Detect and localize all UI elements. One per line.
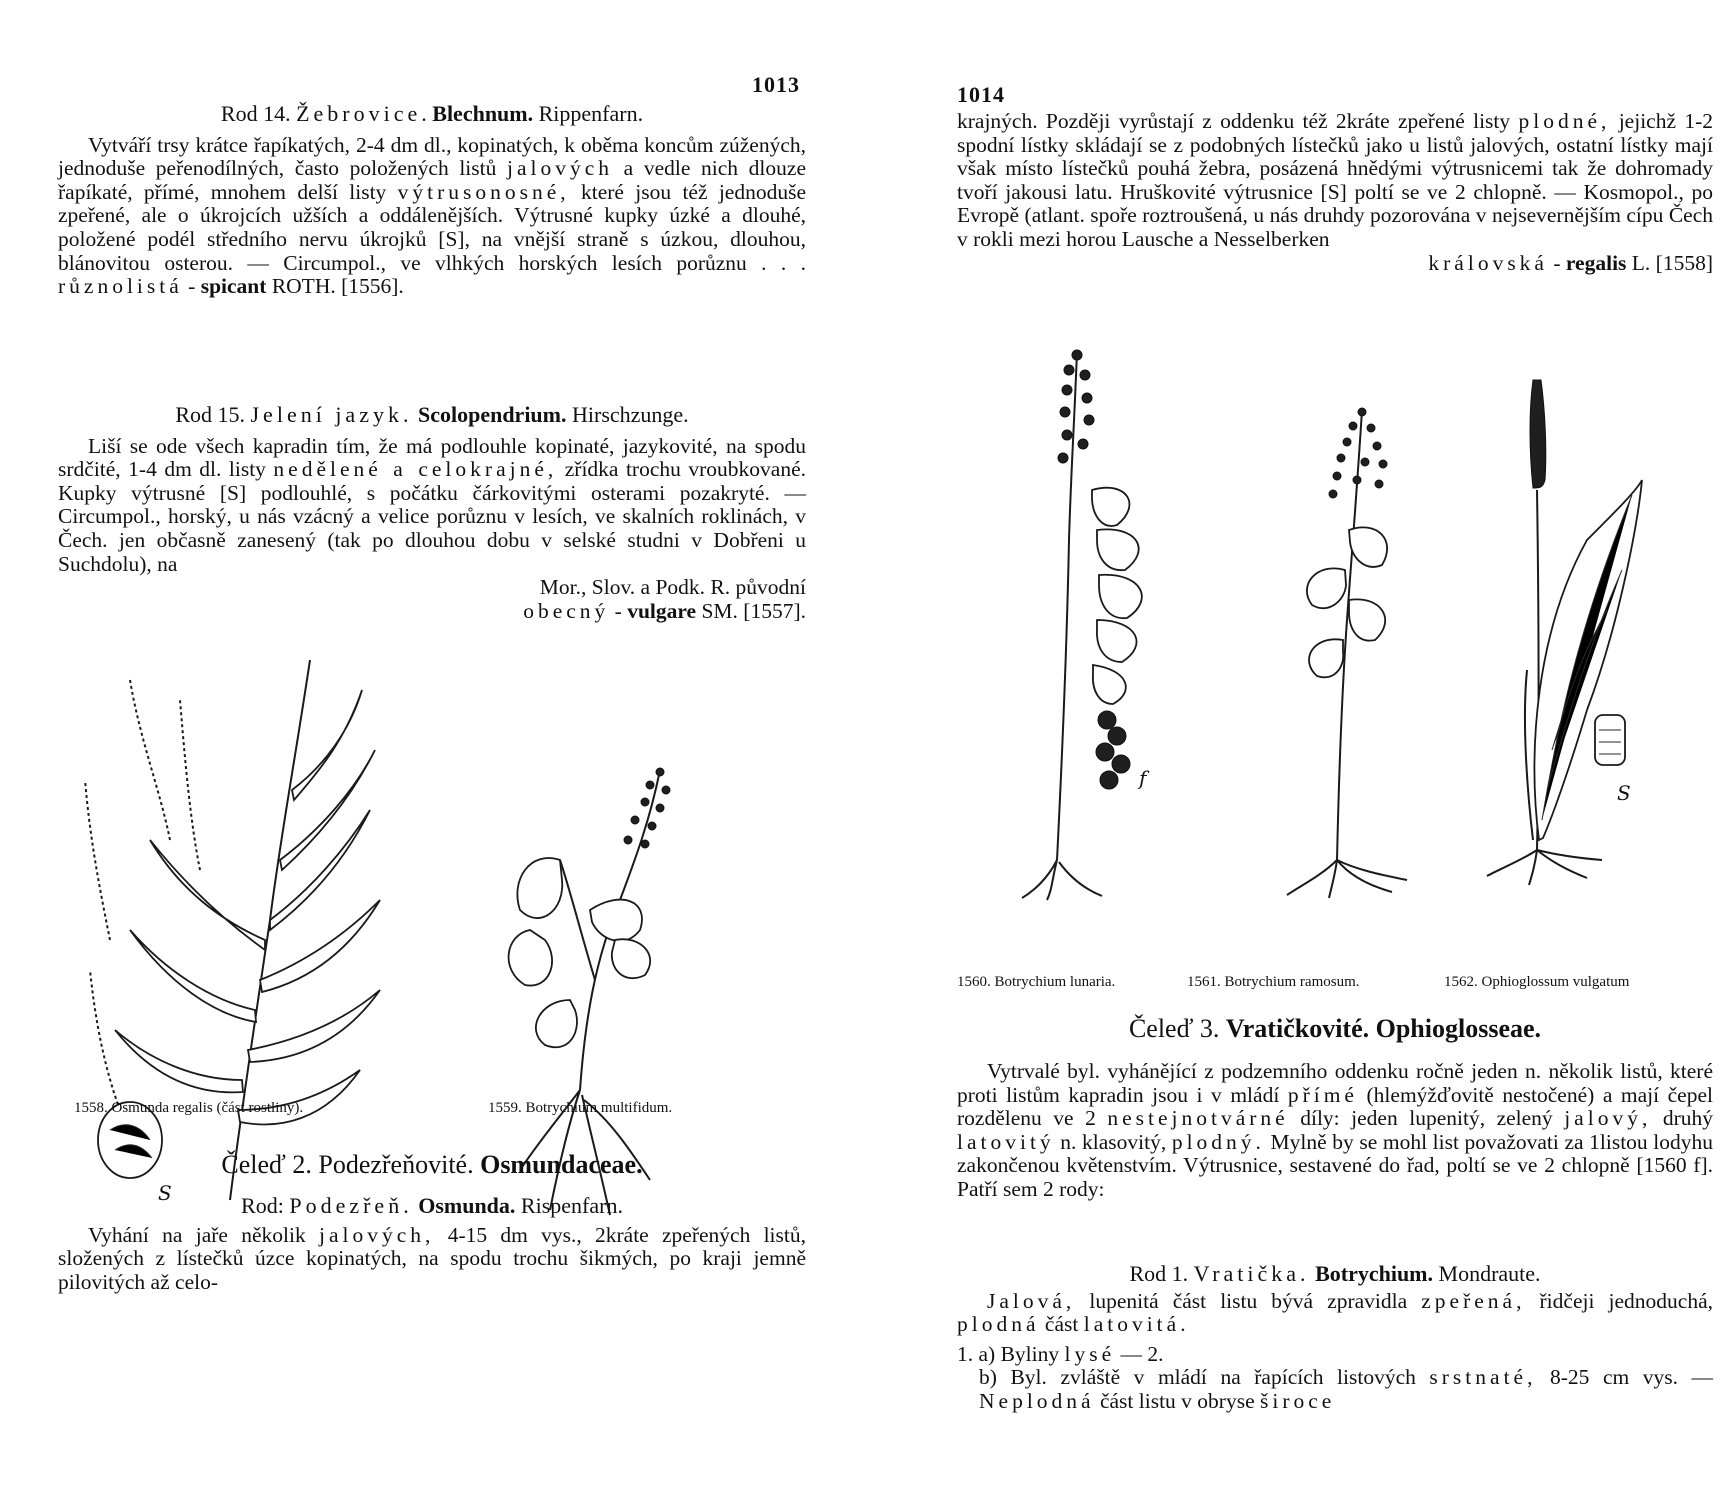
osmunda-species-czech: královská xyxy=(1428,250,1548,275)
celed2-heading xyxy=(58,1150,806,1180)
rod1-section xyxy=(957,1262,1713,1414)
celed3-text-6: Mylně by se mohl list považovati za 1listou lodyhu zakončenou květenstvím. Výtrusnice, sestavené do řad, poltí se ve 2 chlopně [1560 f]. Patří sem 2 rody: xyxy=(957,1129,1713,1201)
rod1-text-2: řidčeji jednoduchá, xyxy=(1525,1288,1713,1313)
key-1a-spaced: lysé xyxy=(1064,1341,1116,1366)
ophioglossum-sporangia-detail xyxy=(1595,715,1625,765)
celed3-czech: Vratičkovité. xyxy=(1225,1014,1370,1043)
label-f-1560: f xyxy=(1139,766,1147,790)
rod15-species: obecný - vulgare SM. [1557]. xyxy=(523,598,806,623)
label-s-1562: S xyxy=(1617,781,1631,805)
celed3-text-2: (hlemýžďovitě nestočené) a mají čepel rozdělenu ve 2 xyxy=(957,1082,1713,1131)
rod1-latin: Botrychium. xyxy=(1315,1261,1434,1286)
rod15-german: Hirschzunge. xyxy=(572,402,689,427)
rod15-origin: Mor., Slov. a Podk. R. původní xyxy=(539,575,806,600)
lunaria-sterile-pinnae xyxy=(1092,488,1142,704)
celed3-spaced-prime: přímé xyxy=(1287,1082,1358,1107)
celed3-spaced-nestejnotvarne: nestejnotvárné xyxy=(1107,1106,1289,1131)
rod15-number: Rod 15. xyxy=(175,402,251,427)
rod15-title xyxy=(58,403,806,427)
botrychium-fertile-cluster xyxy=(624,768,670,848)
celed3-text-3: díly: jeden lupenitý, zelený xyxy=(1288,1106,1565,1131)
key-1a-text: Byliny xyxy=(1000,1341,1065,1366)
rod14-text-3: které jsou též jednoduše zpeřené, ale o úkrojcích užších a oddálenějších. Výtrusné kupky úzké a dlouhé, položené podél středního nervu úkrojků [S], na vnější straně s úzkou, dlouhou, blánovitou osterou. — Circumpol., ve vlhkých horských lesích porůznu . . . xyxy=(58,179,806,275)
osmunda-regalis-illustration xyxy=(70,640,410,1210)
rod1-spaced-zperena: zpeřená, xyxy=(1421,1288,1526,1313)
celed3-spaced-latovity: latovitý xyxy=(957,1129,1055,1154)
caption-1558: 1558. Osmunda regalis (část rostliny). xyxy=(74,1100,304,1116)
cont-text-1: krajných. Později vyrůstají z oddenku též 2kráte zpeřené listy xyxy=(957,109,1519,133)
botrychium-lunaria-illustration xyxy=(1017,340,1207,900)
osmunda-rod-pre: Rod: xyxy=(241,1193,290,1218)
celed3-text xyxy=(957,1060,1713,1202)
rod15-species-latin: vulgare xyxy=(627,598,697,623)
osmunda-rod-latin: Osmunda. xyxy=(418,1193,516,1218)
right-page xyxy=(867,0,1734,1501)
osmunda-species: královská - regalis L. [1558] xyxy=(1428,250,1713,275)
ophioglossum-vulgatum-illustration xyxy=(1467,370,1647,900)
page-number-right: 1014 xyxy=(957,82,1005,107)
rod14-species-czech: různolistá xyxy=(58,274,183,299)
osmunda-spaced-jalovych: jalových, xyxy=(319,1222,435,1247)
rod1-text-1: lupenitá část listu bývá zpravidla xyxy=(1075,1288,1422,1313)
botrychium-sterile-leaves xyxy=(509,858,651,1047)
celed3-number: Čeleď 3. xyxy=(1128,1014,1226,1043)
ramosum-fertile-panicle xyxy=(1329,408,1387,498)
key-1a xyxy=(957,1343,1713,1367)
osmunda-cont-text xyxy=(957,110,1713,252)
celed2-section xyxy=(58,1194,806,1294)
rod15-text-2: zřídka trochu vroubkované. Kupky výtrusné [S] podlouhlé, s počátku čárkovitými osterami pozakryté. — Circumpol., horský, u nás vzácný a velice porůznu v lesích, ve skalních roklinách, v Čech. jen občasně zanesený (tak po dlouhou dobu v selské studni v Dobřeni u Suchdolu), na xyxy=(58,457,806,576)
rod1-czech: Vratička. xyxy=(1193,1261,1310,1286)
rod14-latin: Blechnum. xyxy=(432,101,534,126)
osmunda-pinnae xyxy=(115,690,380,1124)
osmunda-text-2: 4-15 dm vys., 2kráte zpeřených listů, složených z lístečků úzce kopinatých, na spodu trochu šikmých, po kraji jemně pilovitých až celo- xyxy=(58,1222,806,1294)
rod1-title xyxy=(957,1262,1713,1286)
rod15-species-czech: obecný xyxy=(523,598,610,623)
key-1a-end: — 2. xyxy=(1115,1341,1164,1366)
rod14-spaced-jalovych: jalových xyxy=(507,156,614,181)
caption-1562: 1562. Ophioglossum vulgatum xyxy=(1444,974,1630,990)
key-1b-num: b) xyxy=(979,1365,997,1390)
ophioglossum-spike xyxy=(1530,380,1546,488)
rod14-text-1: Vytváří trsy krátce řapíkatých, 2-4 dm dl., kopinatých, k oběma koncům zúžených, jednoduše peřenodílných, často položených listů xyxy=(58,132,806,181)
osmunda-text-1: Vyhání na jaře několik xyxy=(88,1222,319,1247)
celed3-heading xyxy=(957,1014,1713,1044)
rod14-german: Rippenfarn. xyxy=(538,101,644,126)
celed3-spaced-plodny: plodný. xyxy=(1171,1129,1265,1154)
rod15-section xyxy=(58,403,806,623)
celed2-czech: Podezřeňovité. xyxy=(318,1150,474,1179)
lunaria-sporangia-detail xyxy=(1096,711,1130,789)
celed3-spaced-jalovy: jalový, xyxy=(1564,1106,1652,1131)
key-1b-text2: 8-25 cm vys. — xyxy=(1536,1365,1714,1390)
celed2-latin: Osmundaceae. xyxy=(480,1150,643,1179)
rod14-species-author: ROTH. [1556]. xyxy=(271,274,404,299)
celed3-text-4: druhý xyxy=(1651,1106,1713,1131)
osmunda-rod-title xyxy=(58,1194,806,1218)
rod1-text-3: část xyxy=(1039,1312,1084,1337)
rod14-number: Rod 14. xyxy=(220,101,297,126)
rod14-species-latin: spicant xyxy=(200,274,267,299)
celed3-text-1: Vytrvalé byl. vyhánějící z podzemního oddenku ročně jeden n. několik listů, které proti listům kapradin jsou i v mládí xyxy=(957,1059,1713,1107)
rod15-latin: Scolopendrium. xyxy=(417,402,567,427)
osmunda-species-latin: regalis xyxy=(1565,250,1627,275)
osmunda-species-author: L. [1558] xyxy=(1631,250,1713,275)
celed3-latin: Ophioglosseae. xyxy=(1375,1014,1542,1043)
botrychium-ramosum-illustration xyxy=(1257,390,1437,900)
cont-spaced-plodne: plodné, xyxy=(1518,109,1611,133)
label-s-1558: S xyxy=(158,1181,172,1205)
key-1a-num: 1. a) xyxy=(957,1341,996,1366)
osmunda-fertile-spikes xyxy=(85,680,200,1110)
key-1b-text3: část listu v obryse xyxy=(1094,1388,1261,1413)
osmunda-continuation xyxy=(957,110,1713,275)
rod1-german: Mondraute. xyxy=(1438,1261,1541,1286)
key-1b-spaced3: široce xyxy=(1260,1388,1336,1413)
rod14-title: Rod 14. Žebrovice. Blechnum. Rippenfarn. xyxy=(220,101,644,126)
rod15-text-1: Liší se ode všech kapradin tím, že má podlouhle kopinaté, jazykovité, na spodu srdčité, 1-4 dm dl. listy xyxy=(58,433,806,482)
rod1-spaced-latovita: latovitá. xyxy=(1083,1312,1190,1337)
rod14-spaced-vytrusonosne: výtrusonosné, xyxy=(397,179,570,204)
rod14-section xyxy=(58,102,806,299)
key-1b-spaced: srstnaté, xyxy=(1429,1365,1537,1390)
rod14-text: Vytváří trsy krátce řapíkatých, 2-4 dm dl., kopinatých, k oběma koncům zúžených, jednoduše peřenodílných, často položených listů jalových a vedle nich dlouze řapíkaté, přímé, mnohem delší listy výtrusonosné, které jsou též jednoduše zpeřené, ale o úkrojcích užších a oddálenějších. Výtrusné kupky úzké a dlouhé, položené podél středního nervu úkrojků [S], na vnější straně s úzkou, dlouhou, blánovitou osterou. — Circumpol., ve vlhkých horských lesích porůznu . . . různolistá - spicant ROTH. [1556]. xyxy=(58,132,806,299)
key-1b-spaced2: Neplodná xyxy=(979,1388,1095,1413)
ramosum-sterile-leaves xyxy=(1307,527,1387,677)
caption-1559: 1559. Botrychium multifidum. xyxy=(488,1100,673,1116)
rod1-text xyxy=(957,1290,1713,1337)
celed3-section xyxy=(957,1060,1713,1202)
rod1-spaced-jalova: Jalová, xyxy=(987,1288,1076,1313)
page-number-left: 1013 xyxy=(752,72,800,97)
osmunda-rod-german: Rispenfarn. xyxy=(520,1193,623,1218)
rod14-text-2: a vedle nich dlouze řapíkaté, přímé, mnohem delší listy xyxy=(58,156,806,204)
rod1-number: Rod 1. xyxy=(1129,1261,1194,1286)
rod15-czech: Jelení jazyk. xyxy=(250,402,413,427)
cont-text-2: jejichž 1-2 spodní lístky skládají se z podobných lístečků jako u listů jalových, ostatní lístky mají však místo lístečků pouhá žebra, posázená hnědými výtrusnicemi tak že dohromady tvoří jakousi latu. Hruškovité výtrusnice [S] poltí se ve 2 chlopně. — Kosmopol., po Evropě (atlant. spoře roztroušená, u nás druhdy pozorována v nejsevernějším cípu Čech v rokli mezi horou Lausche a Nesselberken xyxy=(957,109,1713,251)
celed3-text-5: n. klasovitý, xyxy=(1054,1129,1172,1154)
rod15-species-author: SM. [1557]. xyxy=(701,598,806,623)
caption-1560: 1560. Botrychium lunaria. xyxy=(957,974,1116,990)
rod14-czech: Žebrovice xyxy=(296,101,422,126)
rod15-text xyxy=(58,435,806,577)
osmunda-rod-czech: Podezřeň. xyxy=(289,1193,413,1218)
key-1b-text: Byl. zvláště v mládí na řapících listových xyxy=(1010,1365,1430,1390)
rod1-spaced-plodna: plodná xyxy=(957,1312,1040,1337)
rod15-spaced-nedelene: nedělené a celokrajné, xyxy=(273,457,558,482)
osmunda-text xyxy=(58,1224,806,1295)
key-1b xyxy=(957,1366,1713,1413)
caption-1561: 1561. Botrychium ramosum. xyxy=(1187,974,1360,990)
celed2-number: Čeleď 2. xyxy=(221,1150,319,1179)
